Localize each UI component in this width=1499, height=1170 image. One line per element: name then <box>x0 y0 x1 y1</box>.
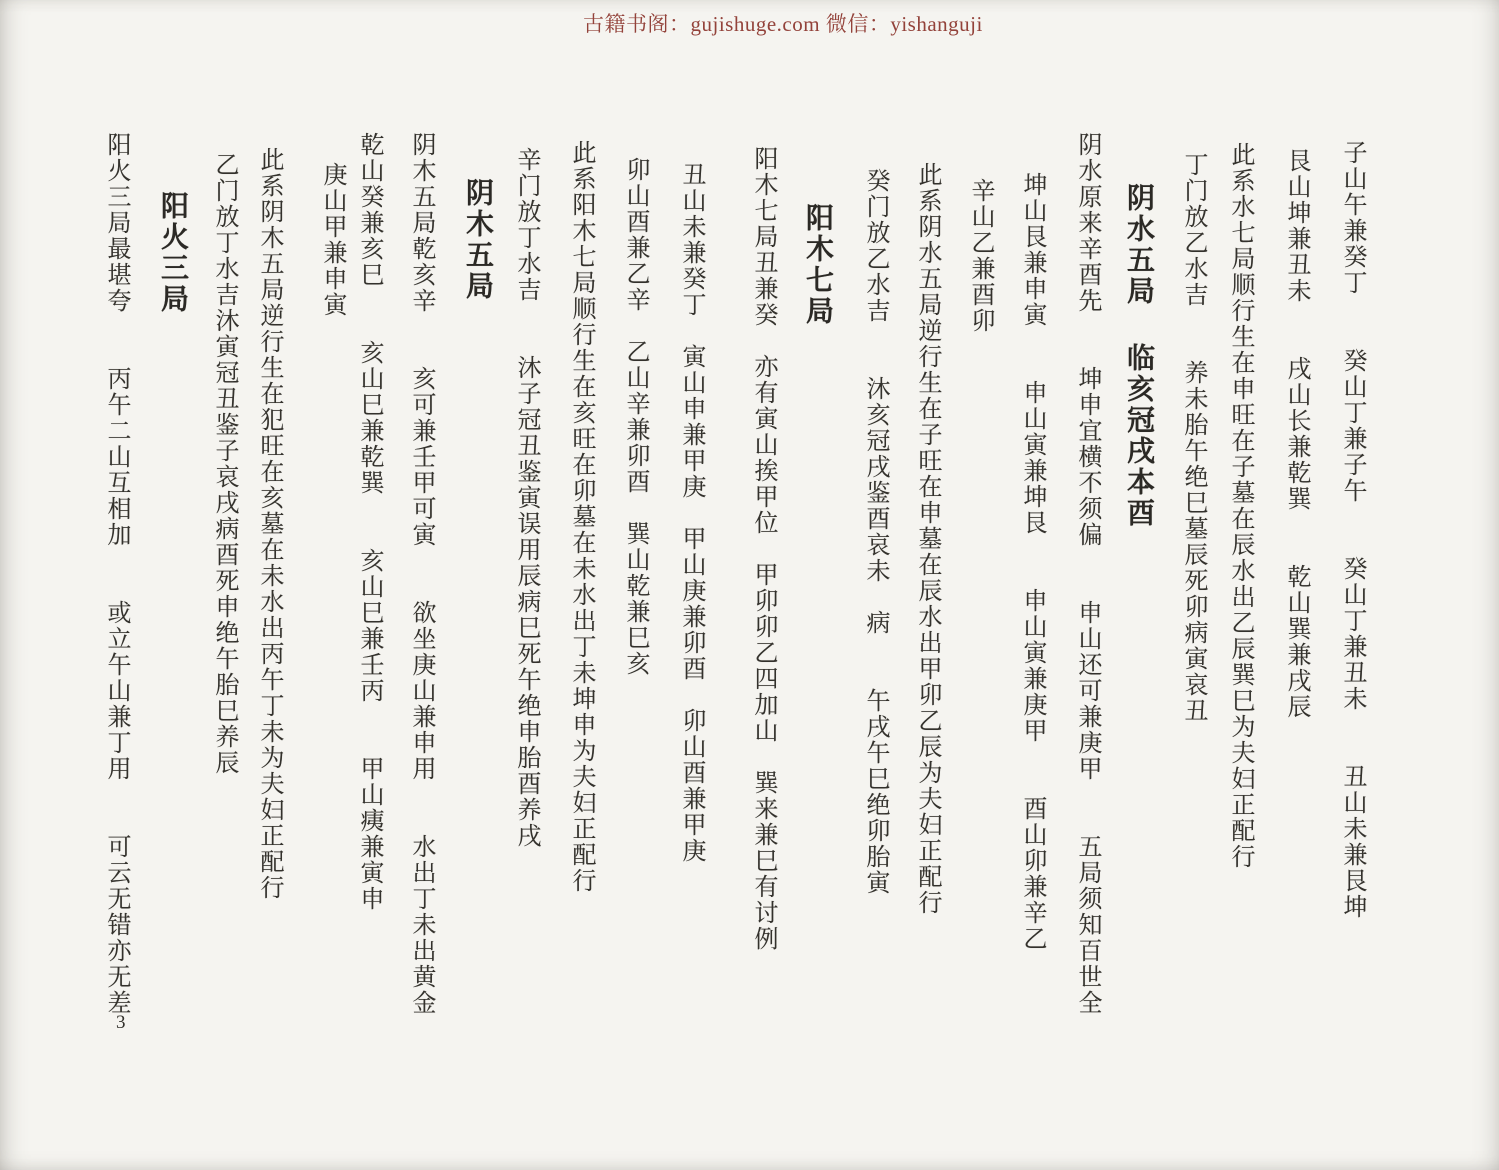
section-subtitle-text: 临亥冠戌本酉 <box>1123 343 1154 529</box>
water-gate-column: 辛门放丁水吉 沐子冠丑鉴寅误用辰病巳死午绝申胎酉养戌 <box>513 147 539 849</box>
water-gate-column: 乙门放丁水吉沐寅冠丑鉴子哀戌病酉死申绝午胎巳养辰 <box>211 152 237 776</box>
cycle-description-column: 此系阴木五局逆行生在犯旺在亥墓在未水出丙午丁未为夫妇正配行 <box>256 147 282 901</box>
watermark-text: 古籍书阁：gujishuge.com 微信：yishanguji <box>583 12 983 36</box>
mountain-pairs-column: 丑山未兼癸丁 寅山申兼甲庚 甲山庚兼卯酉 卯山酉兼甲庚 <box>678 162 704 864</box>
mountain-pairs-column: 辛山乙兼酉卯 <box>967 178 993 334</box>
mountain-pairs-column: 坤山艮兼申寅 申山寅兼坤艮 申山寅兼庚甲 酉山卯兼辛乙 <box>1019 172 1045 952</box>
page-number: 3 <box>116 1012 126 1033</box>
section-poem-column: 阴水原来辛酉先 坤申宜横不须偏 申山还可兼庚甲 五局须知百世全 <box>1074 132 1100 1016</box>
mountain-pairs-column: 乾山癸兼亥巳 亥山巳兼乾巽 亥山巳兼壬丙 甲山痍兼寅申 <box>356 132 382 912</box>
cycle-description-column: 此系水七局顺行生在申旺在子墓在辰水出乙辰巽巳为夫妇正配行 <box>1227 142 1253 870</box>
mountain-pairs-column: 卯山酉兼乙辛 乙山辛兼卯酉 巽山乾兼巳亥 <box>622 157 648 677</box>
mountain-pairs-column: 子山午兼癸丁 癸山丁兼子午 癸山丁兼丑未 丑山未兼艮坤 <box>1339 140 1365 920</box>
section-title-yang-huo-san-ju: 阳火三局 <box>157 191 188 315</box>
section-title-yin-shui-wu-ju <box>1121 183 1156 529</box>
section-poem-column: 阳木七局丑兼癸 亦有寅山挨甲位 甲卯卯乙四加山 巽来兼巳有讨例 <box>750 146 776 952</box>
section-title-text: 阴水五局 <box>1123 183 1154 307</box>
mountain-pairs-column: 庚山甲兼申寅 <box>319 162 345 318</box>
water-gate-column: 癸门放乙水吉 沐亥冠戌鉴酉哀未 病 午戌午巳绝卯胎寅 <box>862 168 888 896</box>
cycle-description-column: 此系阴水五局逆行生在子旺在申墓在辰水出甲卯乙辰为夫妇正配行 <box>914 162 940 916</box>
mountain-pairs-column: 艮山坤兼丑未 戌山长兼乾巽 乾山巽兼戌辰 <box>1283 148 1309 720</box>
water-gate-column: 丁门放乙水吉 养未胎午绝巳墓辰死卯病寅哀丑 <box>1180 152 1206 724</box>
section-title-yang-mu-qi-ju: 阳木七局 <box>802 203 833 327</box>
section-poem-column: 阴木五局乾亥辛 亥可兼壬甲可寅 欲坐庚山兼申用 水出丁未出黄金 <box>408 132 434 1016</box>
section-title-yin-mu-wu-ju: 阴木五局 <box>462 178 493 302</box>
section-poem-column: 阳火三局最堪夸 丙午二山互相加 或立午山兼丁用 可云无错亦无差 <box>103 132 129 1016</box>
cycle-description-column: 此系阳木七局顺行生在亥旺在卯墓在未水出丁未坤申为夫妇正配行 <box>568 140 594 894</box>
